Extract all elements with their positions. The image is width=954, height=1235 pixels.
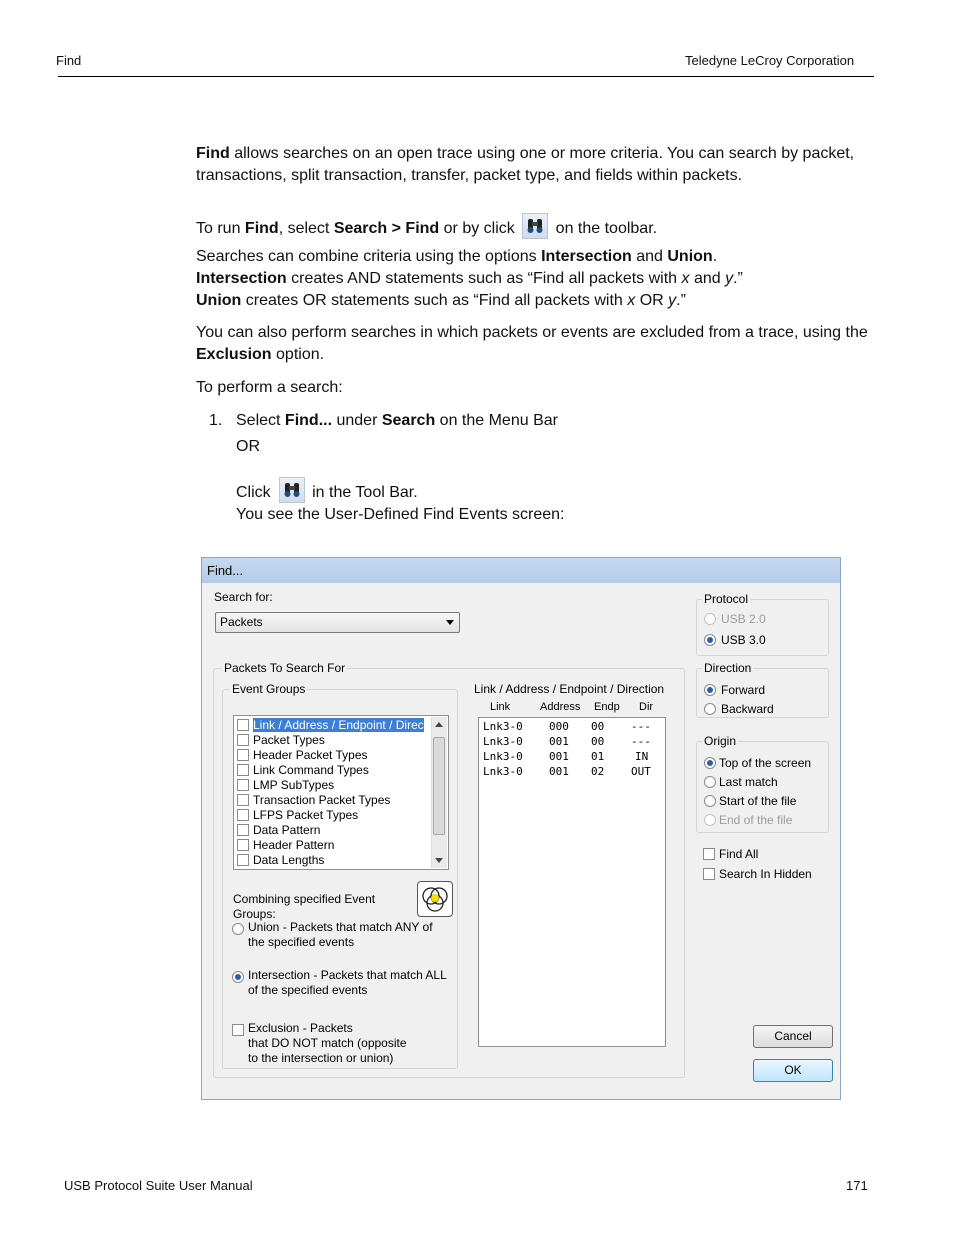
checkbox[interactable]	[237, 749, 249, 761]
checkbox[interactable]	[237, 794, 249, 806]
top-of-screen-label: Top of the screen	[719, 756, 812, 770]
col-header-endp: Endp	[594, 701, 620, 713]
union-radio[interactable]	[232, 923, 244, 935]
exclusion-label-3: to the intersection or union)	[248, 1051, 394, 1065]
last-match-label: Last match	[719, 775, 778, 789]
step-click-text: Click in the Tool Bar.	[236, 477, 916, 504]
intersection-label-1: Intersection - Packets that match ALL	[248, 968, 447, 982]
list-item[interactable]: Data Pattern	[237, 823, 320, 838]
checkbox[interactable]	[237, 854, 249, 866]
binoculars-icon	[522, 213, 548, 239]
top-of-screen-radio[interactable]	[704, 757, 716, 769]
list-item[interactable]: Data Lengths	[237, 853, 324, 868]
venn-diagram-icon	[417, 881, 453, 917]
checkbox[interactable]	[237, 809, 249, 821]
end-of-file-label: End of the file	[719, 813, 793, 827]
dialog-title: Find...	[202, 558, 840, 583]
list-item[interactable]: Header Pattern	[237, 838, 334, 853]
col-header-address: Address	[540, 701, 581, 713]
list-item[interactable]: Link Command Types	[237, 763, 369, 778]
start-of-file-label: Start of the file	[719, 794, 797, 808]
combining-label: Combining specified Event Groups:	[233, 892, 376, 921]
step-or: OR	[236, 438, 260, 455]
header-rule	[58, 76, 874, 77]
step-1-text: Select Find... under Search on the Menu Bar	[236, 412, 558, 429]
footer-left: USB Protocol Suite User Manual	[64, 1178, 253, 1193]
forward-label: Forward	[721, 683, 766, 697]
packets-group-label: Packets To Search For	[224, 661, 346, 675]
end-of-file-radio[interactable]	[704, 814, 716, 826]
backward-label: Backward	[721, 702, 774, 716]
checkbox[interactable]	[237, 824, 249, 836]
search-for-select[interactable]: Packets	[215, 612, 460, 633]
search-hidden-label: Search In Hidden	[719, 867, 812, 881]
ok-button[interactable]: OK	[753, 1059, 833, 1082]
checkbox[interactable]	[237, 764, 249, 776]
list-item[interactable]: Link / Address / Endpoint / Direc	[237, 718, 424, 733]
intro-paragraph: Find allows searches on an open trace using one or more criteria. You can search by packet, transactions, split transaction, transfer, packet type, and fields within packets.	[196, 145, 855, 184]
intersection-label-2: of the specified events	[248, 983, 368, 997]
cancel-button[interactable]: Cancel	[753, 1025, 833, 1048]
list-item[interactable]: Transaction Packet Types	[237, 793, 390, 808]
event-groups-label: Event Groups	[232, 682, 306, 696]
search-hidden-checkbox[interactable]	[703, 868, 715, 880]
checkbox[interactable]	[237, 719, 249, 731]
table-row[interactable]: Lnk3-0 001 01 IN	[483, 750, 649, 763]
table-row[interactable]: Lnk3-0 001 02 OUT	[483, 765, 651, 778]
step-number: 1.	[209, 412, 223, 429]
list-scrollbar[interactable]	[431, 717, 447, 868]
checkbox[interactable]	[237, 734, 249, 746]
exclusion-label-2: that DO NOT match (opposite	[248, 1036, 407, 1050]
event-groups-list[interactable]	[233, 715, 449, 870]
union-label-1: Union - Packets that match ANY of	[248, 920, 433, 934]
lae-label: Link / Address / Endpoint / Direction	[474, 682, 665, 696]
table-row[interactable]: Lnk3-0 000 00 ---	[483, 720, 651, 733]
find-all-checkbox[interactable]	[703, 848, 715, 860]
find-all-label: Find All	[719, 847, 759, 861]
lae-list[interactable]	[478, 717, 666, 1047]
forward-radio[interactable]	[704, 684, 716, 696]
union-label-2: the specified events	[248, 935, 355, 949]
usb2-label: USB 2.0	[721, 612, 766, 626]
list-item[interactable]: LFPS Packet Types	[237, 808, 358, 823]
list-item[interactable]: Packet Types	[237, 733, 325, 748]
col-header-dir: Dir	[639, 701, 654, 713]
col-header-link: Link	[490, 701, 511, 713]
last-match-radio[interactable]	[704, 776, 716, 788]
direction-label: Direction	[704, 661, 752, 675]
binoculars-icon	[279, 477, 305, 503]
step-see-text: You see the User-Defined Find Events screen:	[236, 506, 565, 523]
table-row[interactable]: Lnk3-0 001 00 ---	[483, 735, 651, 748]
exclusion-paragraph: You can also perform searches in which packets or events are excluded from a trace, using the Exclusion option.	[196, 324, 868, 363]
checkbox[interactable]	[237, 839, 249, 851]
page-header-left: Find	[56, 53, 82, 68]
exclusion-label-1: Exclusion - Packets	[248, 1021, 353, 1035]
origin-label: Origin	[704, 734, 737, 748]
backward-radio[interactable]	[704, 703, 716, 715]
usb2-radio[interactable]	[704, 613, 716, 625]
protocol-label: Protocol	[704, 592, 749, 606]
run-paragraph: To run Find, select Search > Find or by click on the toolbar.	[196, 213, 876, 240]
chevron-down-icon	[446, 620, 454, 625]
perform-paragraph: To perform a search:	[196, 379, 343, 396]
intersection-radio[interactable]	[232, 971, 244, 983]
scroll-thumb[interactable]	[433, 737, 445, 835]
combine-paragraph: Searches can combine criteria using the options Intersection and Union. Intersection creates AND statements such as “Find all packets with x and y.” Union creates OR statements such as “Find all packets with x OR y.”	[196, 248, 743, 309]
exclusion-checkbox[interactable]	[232, 1024, 244, 1036]
start-of-file-radio[interactable]	[704, 795, 716, 807]
usb3-label: USB 3.0	[721, 633, 766, 647]
search-for-label: Search for:	[214, 590, 273, 604]
page-number: 171	[846, 1178, 868, 1193]
usb3-radio[interactable]	[704, 634, 716, 646]
page-header-right: Teledyne LeCroy Corporation	[685, 53, 855, 68]
scroll-up-icon[interactable]	[435, 722, 443, 727]
list-item[interactable]: LMP SubTypes	[237, 778, 334, 793]
checkbox[interactable]	[237, 779, 249, 791]
find-dialog	[201, 557, 841, 1100]
list-item[interactable]: Header Packet Types	[237, 748, 368, 763]
scroll-down-icon[interactable]	[435, 858, 443, 863]
